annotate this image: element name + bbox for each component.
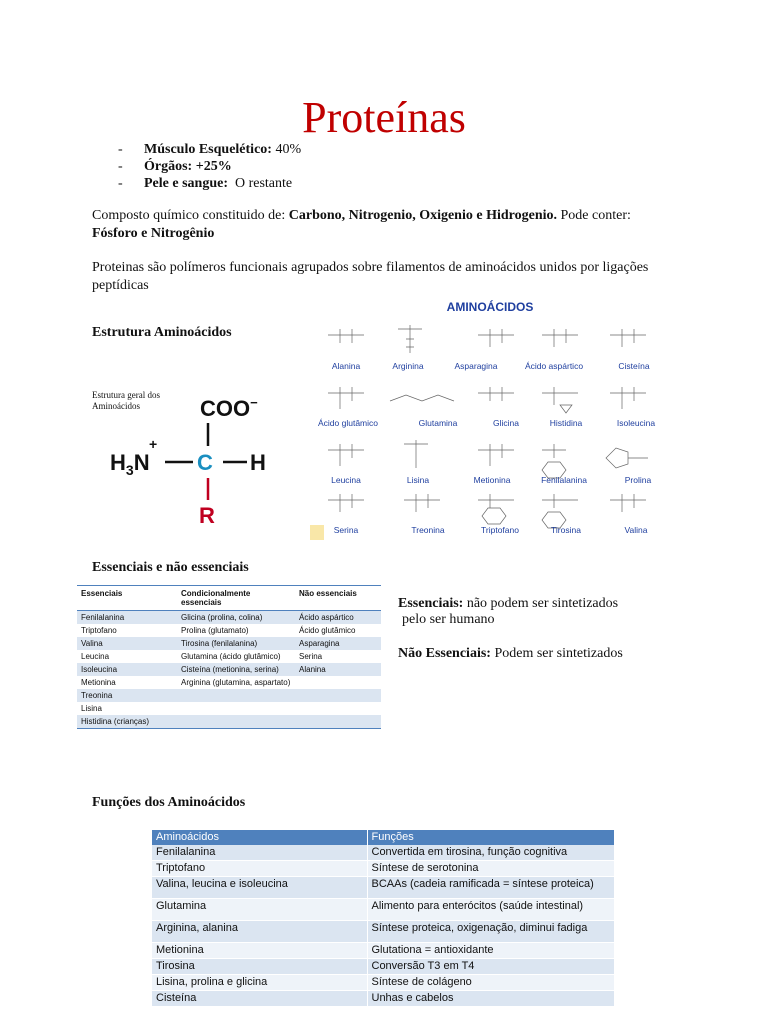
functions-table xyxy=(152,830,615,1007)
def-essenciais: Essenciais: não podem ser sintetizados xyxy=(398,596,619,611)
aminoacids-title: AMINOÁCIDOS xyxy=(446,300,534,314)
def-essenciais-line2: pelo ser humano xyxy=(402,612,495,627)
label-glutamina: Glutamina xyxy=(418,418,458,428)
label-glicina: Glicina xyxy=(493,418,519,428)
table-row: Lisina, prolina e glicina Síntese de colágeno xyxy=(152,975,615,991)
table-row: Tirosina Conversão T3 em T4 xyxy=(152,959,615,975)
page-title: Proteínas xyxy=(302,93,466,142)
label-acido-aspartico: Ácido aspártico xyxy=(524,361,584,371)
table-header-row xyxy=(152,830,615,845)
bullet-pele: - Pele e sangue: O restante xyxy=(118,175,301,192)
structure-heading: Estrutura Aminoácidos xyxy=(92,325,232,340)
label-tirosina: Tirosina xyxy=(551,525,581,535)
table-row: Valina Tirosina (fenilalanina) Asparagina xyxy=(77,637,381,650)
table-row: Metionina Glutationa = antioxidante xyxy=(152,943,615,959)
label-serina: Serina xyxy=(333,525,359,535)
essentials-definitions xyxy=(398,596,623,662)
table-header-row xyxy=(77,586,381,611)
bullet-orgaos: - Órgãos: +25% xyxy=(118,158,301,175)
table-row: Glutamina Alimento para enterócitos (saúde intestinal) xyxy=(152,899,615,921)
table-row: Triptofano Prolina (glutamato) Ácido glutâmico xyxy=(81,626,356,635)
bullet-musculo: - Músculo Esquelético: 40% xyxy=(118,141,301,158)
label-metionina: Metionina xyxy=(473,475,511,485)
col-essenciais: Essenciais xyxy=(77,586,177,611)
table-row: Cisteína Unhas e cabelos xyxy=(152,991,615,1007)
label-asparagina: Asparagina xyxy=(454,361,498,371)
label-acido-glutamico: Ácido glutâmico xyxy=(317,418,379,428)
col-aminoacidos: Aminoácidos xyxy=(152,830,367,845)
composition-bullets xyxy=(118,141,301,192)
label-cisteina: Cisteína xyxy=(618,361,650,371)
functions-heading: Funções dos Aminoácidos xyxy=(92,795,246,810)
col-nao-essenciais: Não essenciais xyxy=(295,586,381,611)
amino-group: $H_3N$ xyxy=(110,450,150,478)
label-histidina: Histidina xyxy=(549,418,583,428)
panel-corner-decoration xyxy=(310,525,324,540)
label-lisina: Lisina xyxy=(406,475,430,485)
label-isoleucina: Isoleucina xyxy=(616,418,656,428)
essentials-heading: Essenciais e não essenciais xyxy=(92,560,249,575)
alpha-carbon: C xyxy=(197,450,213,475)
general-structure-caption: Estrutura geral dos Aminoácidos xyxy=(92,390,160,411)
col-condicionalmente: Condicionalmente essenciais xyxy=(177,586,295,611)
table-row: Lisina xyxy=(81,704,102,713)
table-row: Histidina (crianças) xyxy=(77,715,381,729)
def-nao-essenciais: Não Essenciais: Podem ser sintetizados xyxy=(398,646,623,661)
general-amino-acid-structure xyxy=(105,390,290,530)
label-valina: Valina xyxy=(624,525,648,535)
composition-paragraph: Composto químico constituido de: Carbono, Nitrogenio, Oxigenio e Hidrogenio. Pode conter: Fósforo e Nitrogênio xyxy=(92,208,638,241)
coo-group: COO− xyxy=(200,395,258,421)
label-prolina: Prolina xyxy=(624,475,652,485)
table-row: Fenilalanina Glicina (prolina, colina) Ácido aspártico xyxy=(77,611,381,625)
polymer-paragraph: Proteinas são polímeros funcionais agrupados sobre filamentos de aminoácidos unidos por ligações peptídicas xyxy=(92,260,649,293)
label-arginina: Arginina xyxy=(392,361,424,371)
table-row: Isoleucina Cisteína (metionina, serina) Alanina xyxy=(77,663,381,676)
label-alanina: Alanina xyxy=(331,361,361,371)
hydrogen: H xyxy=(250,450,266,475)
table-row: Arginina, alanina Síntese proteica, oxigenação, diminui fadiga xyxy=(152,921,615,943)
essentials-table xyxy=(77,585,381,729)
table-row: Metionina Arginina (glutamina, aspartato) xyxy=(81,678,291,687)
label-triptofano: Triptofano xyxy=(481,525,519,535)
plus-charge: + xyxy=(149,436,158,452)
table-row: Fenilalanina Convertida em tirosina, função cognitiva xyxy=(152,845,615,861)
label-leucina: Leucina xyxy=(331,475,361,485)
table-row: Leucina Glutamina (ácido glutâmico) Serina xyxy=(81,652,323,661)
col-funcoes: Funções xyxy=(367,830,615,845)
table-row: Valina, leucina e isoleucina BCAAs (cadeia ramificada = síntese proteica) xyxy=(152,877,615,899)
table-row: Treonina xyxy=(77,689,381,702)
table-row: Triptofano Síntese de serotonina xyxy=(152,861,615,877)
label-treonina: Treonina xyxy=(411,525,445,535)
label-fenilalanina: Fenilalanina xyxy=(541,475,587,485)
aminoacid-labels xyxy=(318,361,655,535)
aminoacids-chart xyxy=(310,295,670,540)
r-group: R xyxy=(199,503,215,528)
